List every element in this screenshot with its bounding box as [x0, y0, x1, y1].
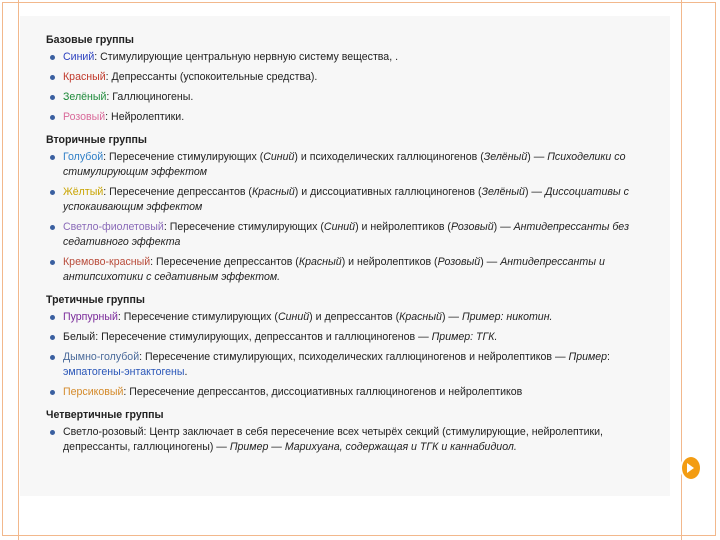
quaternary-groups-list [46, 425, 658, 455]
list-item-red: Красный: Депрессанты (успокоительные средства). [46, 70, 658, 85]
list-item-green: Зелёный: Галлюциногены. [46, 90, 658, 105]
color-name-purple: Пурпурный [63, 311, 118, 323]
color-name-red: Красный [63, 71, 106, 83]
color-name-blue: Синий [63, 51, 95, 63]
color-name-cream-red: Кремово-красный [63, 256, 151, 268]
list-item-light-pink: Светло-розовый: Центр заключает в себя пересечение всех четырёх секций (стимулирующие, нейролептики, депрессанты, галлюциногены) — Пример — Марихуана, содержащая и ТГК и каннабидиол. [46, 425, 658, 455]
bullet-icon [50, 390, 55, 395]
bullet-icon [50, 115, 55, 120]
list-item-light-blue: Голубой: Пересечение стимулирующих (Синий) и психоделических галлюциногенов (Зелёный) — Психоделики со стимулирующим эффектом [46, 150, 658, 180]
color-name-smoky-blue: Дымно-голубой [63, 351, 140, 363]
next-arrow-icon[interactable] [680, 455, 702, 481]
section-heading-quaternary: Четвертичные группы [46, 409, 164, 421]
color-name-yellow: Жёлтый [63, 186, 104, 198]
section-heading-basic: Базовые группы [46, 34, 134, 46]
list-item-yellow: Жёлтый: Пересечение депрессантов (Красный) и диссоциативных галлюциногенов (Зелёный) — Диссоциативы с успокаивающим эффектом [46, 185, 658, 215]
list-item-smoky-blue: Дымно-голубой: Пересечение стимулирующих, психоделических галлюциногенов и нейролептиков — Пример: эмпатогены-энтактогены. [46, 350, 658, 380]
list-item-blue: Синий: Стимулирующие центральную нервную систему вещества, . [46, 50, 658, 65]
bullet-icon [50, 95, 55, 100]
bullet-icon [50, 430, 55, 435]
bullet-icon [50, 355, 55, 360]
bullet-icon [50, 260, 55, 265]
color-name-lilac: Светло-фиолетовый [63, 221, 164, 233]
color-name-light-blue: Голубой [63, 151, 104, 163]
list-item-purple: Пурпурный: Пересечение стимулирующих (Синий) и депрессантов (Красный) — Пример: никотин. [46, 310, 658, 325]
empathogens-link[interactable]: эмпатогены-энтактогены [63, 366, 185, 378]
content-panel [20, 16, 670, 496]
bullet-icon [50, 335, 55, 340]
section-heading-tertiary: Третичные группы [46, 294, 145, 306]
bullet-icon [50, 55, 55, 60]
bullet-icon [50, 75, 55, 80]
color-name-pink: Розовый [63, 111, 106, 123]
list-item-pink: Розовый: Нейролептики. [46, 110, 658, 125]
section-heading-secondary: Вторичные группы [46, 134, 147, 146]
list-item-lilac: Светло-фиолетовый: Пересечение стимулирующих (Синий) и нейролептиков (Розовый) — Антидепрессанты без седативного эффекта [46, 220, 658, 250]
list-item-cream-red: Кремово-красный: Пересечение депрессантов (Красный) и нейролептиков (Розовый) — Антидепрессанты и антипсихотики с седативным эффектом. [46, 255, 658, 285]
secondary-groups-list [46, 150, 658, 285]
bullet-icon [50, 315, 55, 320]
color-name-peach: Персиковый [63, 386, 124, 398]
list-item-white: Белый: Пересечение стимулирующих, депрессантов и галлюциногенов — Пример: ТГК. [46, 330, 658, 345]
bullet-icon [50, 225, 55, 230]
bullet-icon [50, 155, 55, 160]
list-item-peach: Персиковый: Пересечение депрессантов, диссоциативных галлюциногенов и нейролептиков [46, 385, 658, 400]
color-name-green: Зелёный [63, 91, 107, 103]
tertiary-groups-list [46, 310, 658, 400]
basic-groups-list [46, 50, 658, 125]
bullet-icon [50, 190, 55, 195]
